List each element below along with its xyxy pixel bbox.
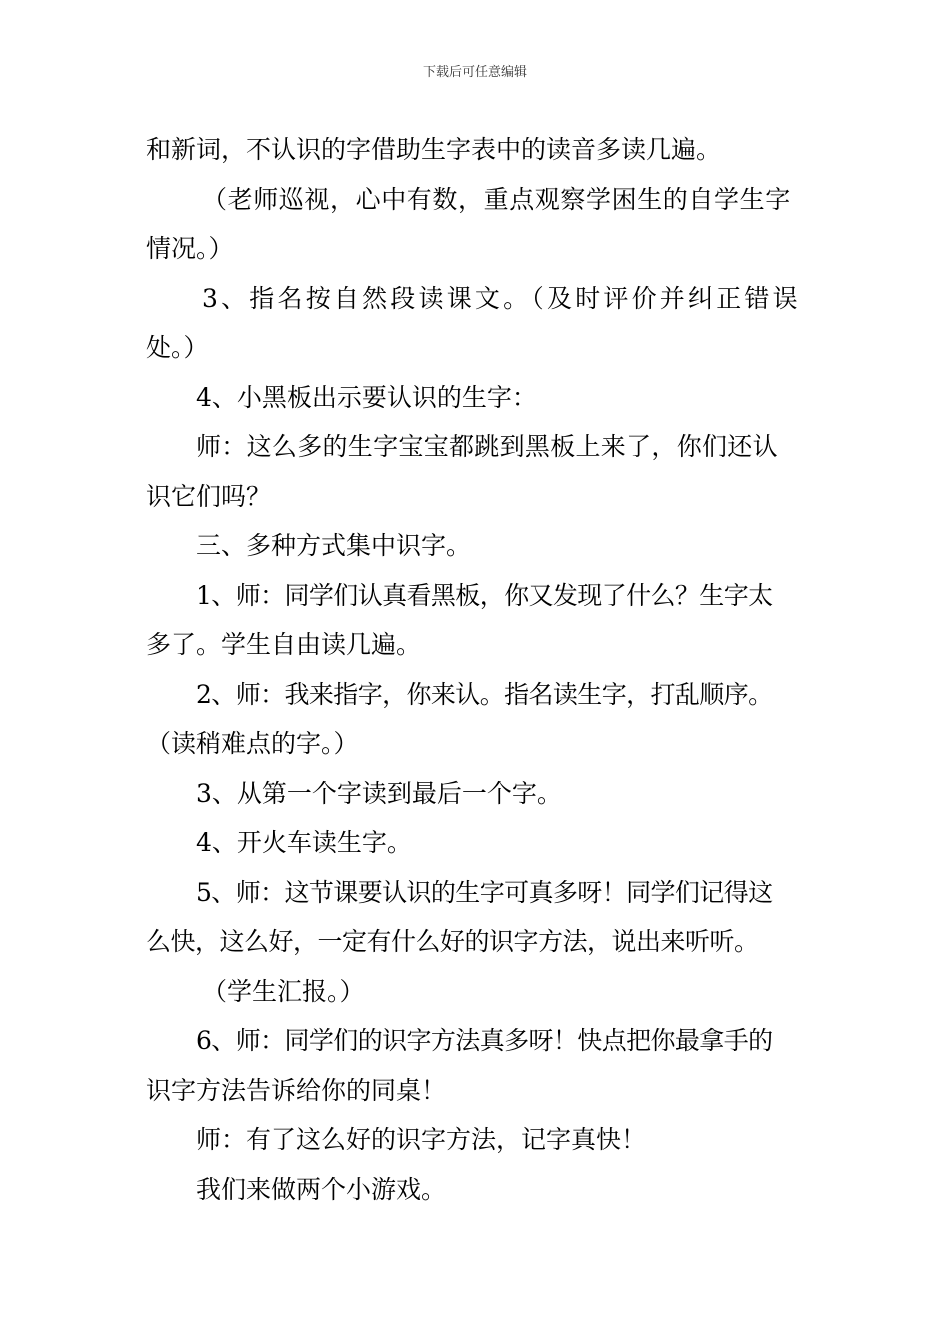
paragraph-line: 多了。学生自由读几遍。 (146, 630, 422, 659)
paragraph-line: 3、指名按自然段读课文。（及时评价并纠正错误 (202, 283, 801, 313)
paragraph-line: 识它们吗？ (146, 481, 272, 511)
paragraph-line: 三、多种方式集中识字。 (196, 531, 472, 560)
paragraph-line: 师：有了这么好的识字方法，记字真快！ (196, 1125, 647, 1154)
paragraph-line: 和新词，不认识的字借助生字表中的读音多读几遍。 (146, 135, 722, 164)
paragraph-line: （读稍难点的字。） (146, 729, 359, 758)
page-header: 下载后可任意编辑 (422, 65, 527, 80)
paragraph-line: 我们来做两个小游戏。 (196, 1174, 447, 1204)
paragraph-line: 4、小黑板出示要认识的生字： (196, 382, 537, 412)
paragraph-line: 1、师：同学们认真看黑板，你又发现了什么？生字太 (196, 580, 773, 610)
paragraph-line: （学生汇报。） (202, 976, 365, 1006)
paragraph-line: 师：这么多的生字宝宝都跳到黑板上来了，你们还认 (196, 432, 778, 461)
paragraph-line: 识字方法告诉给你的同桌！ (146, 1075, 447, 1105)
paragraph-line: （老师巡视，心中有数，重点观察学困生的自学生字 (202, 184, 791, 214)
paragraph-line: 3、从第一个字读到最后一个字。 (196, 778, 562, 808)
paragraph-line: 6、师：同学们的识字方法真多呀！快点把你最拿手的 (196, 1026, 773, 1055)
paragraph-line: 么快，这么好，一定有什么好的识字方法，说出来听听。 (146, 927, 759, 956)
paragraph-line: 2、师：我来指字，你来认。指名读生字，打乱顺序。 (196, 679, 773, 709)
paragraph-line: 处。） (146, 333, 209, 362)
paragraph-line: 4、开火车读生字。 (196, 828, 412, 857)
paragraph-line: 5、师：这节课要认识的生字可真多呀！同学们记得这 (196, 877, 773, 907)
paragraph-line: 情况。） (146, 234, 234, 263)
document-body (146, 125, 810, 1214)
